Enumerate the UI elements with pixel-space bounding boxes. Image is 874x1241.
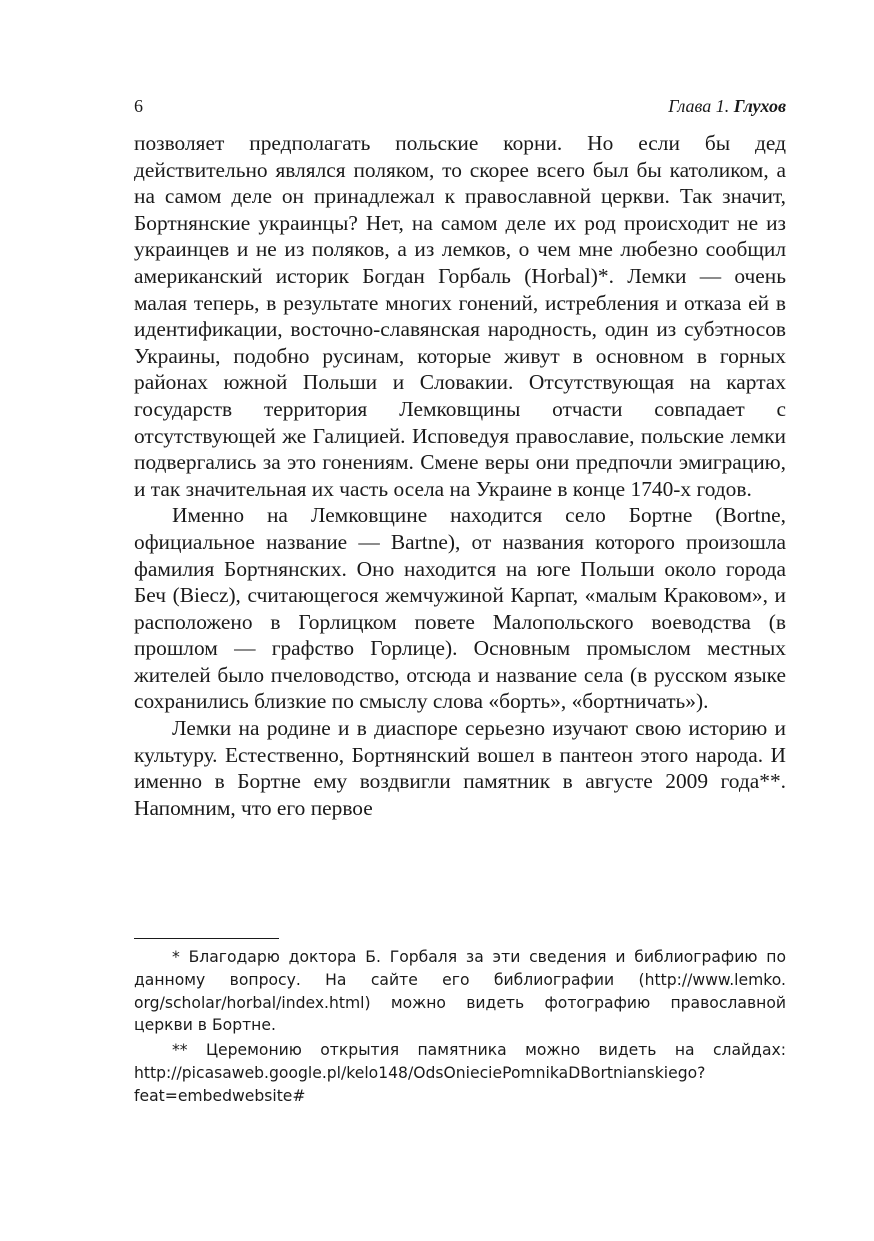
- main-text: [134, 130, 786, 821]
- chapter-title: Глухов: [733, 96, 786, 116]
- page-number: 6: [134, 96, 143, 116]
- page-header: [134, 96, 786, 122]
- footnote-separator: [134, 938, 279, 939]
- footnotes: [134, 946, 786, 1108]
- footnote-2: ** Церемонию открытия памятника можно видеть на слайдах: http://picasaweb.google.pl/kelo148/OdsOniecieP​omnikaDBortnianskiego?​feat=embedwebsite#: [134, 1041, 786, 1105]
- paragraph-2: Именно на Лемковщине находится село Бортне (Bortne, официальное название — Bartne), от названия которого произошла фамилия Бортнянских. Оно находится на юге Польши около города Беч (Biecz), считающегося жемчужиной Карпат, «малым Краковом», и расположено в Горлицком повете Малопольского воеводства (в прошлом — графство Горлице). Основным промыслом местных жителей было пчеловодство, отсюда и название села (в русском языке сохранились близкие по смыслу слова «борть», «бортничать»).: [134, 503, 786, 714]
- paragraph-1: позволяет предполагать польские корни. Но если бы дед действительно являлся поляком, то скорее всего был бы католиком, а на самом деле он принадлежал к православной церкви. Так значит, Бортнянские украинцы? Нет, на самом деле их род происходит не из украинцев и не из поляков, а из лемков, о чем мне любезно сообщил американский историк Богдан Горбаль (Horbal)*. Лемки — очень малая теперь, в результате многих гонений, истребления и отказа ей в идентификации, восточно-славянская народность, один из субэтносов Украины, подобно русинам, которые живут в основном в горных районах южной Польши и Словакии. Отсутствующая на картах государств территория Лемковщины отчасти совпадает с отсутствующей же Галицией. Исповедуя православие, польские лемки подвергались за это гонениям. Смене веры они предпочли эмиграцию, и так значительная их часть осела на Украине в конце 1740-х годов.: [134, 131, 786, 501]
- chapter-label: Глава 1.: [668, 96, 730, 116]
- running-head: [668, 96, 786, 117]
- paragraph-3: Лемки на родине и в диаспоре серьезно изучают свою историю и культуру. Естественно, Бортнянский вошел в пантеон этого народа. И именно в Бортне ему воздвигли памятник в августе 2009 года**. Напомним, что его первое: [134, 716, 786, 820]
- footnote-1: * Благодарю доктора Б. Горбаля за эти сведения и библиографию по данному вопросу. На сайте его библиографии (http://www.lemko.​org/scholar/horbal/index.html) можно видеть фотографию православной церкви в Бортне.: [134, 948, 786, 1035]
